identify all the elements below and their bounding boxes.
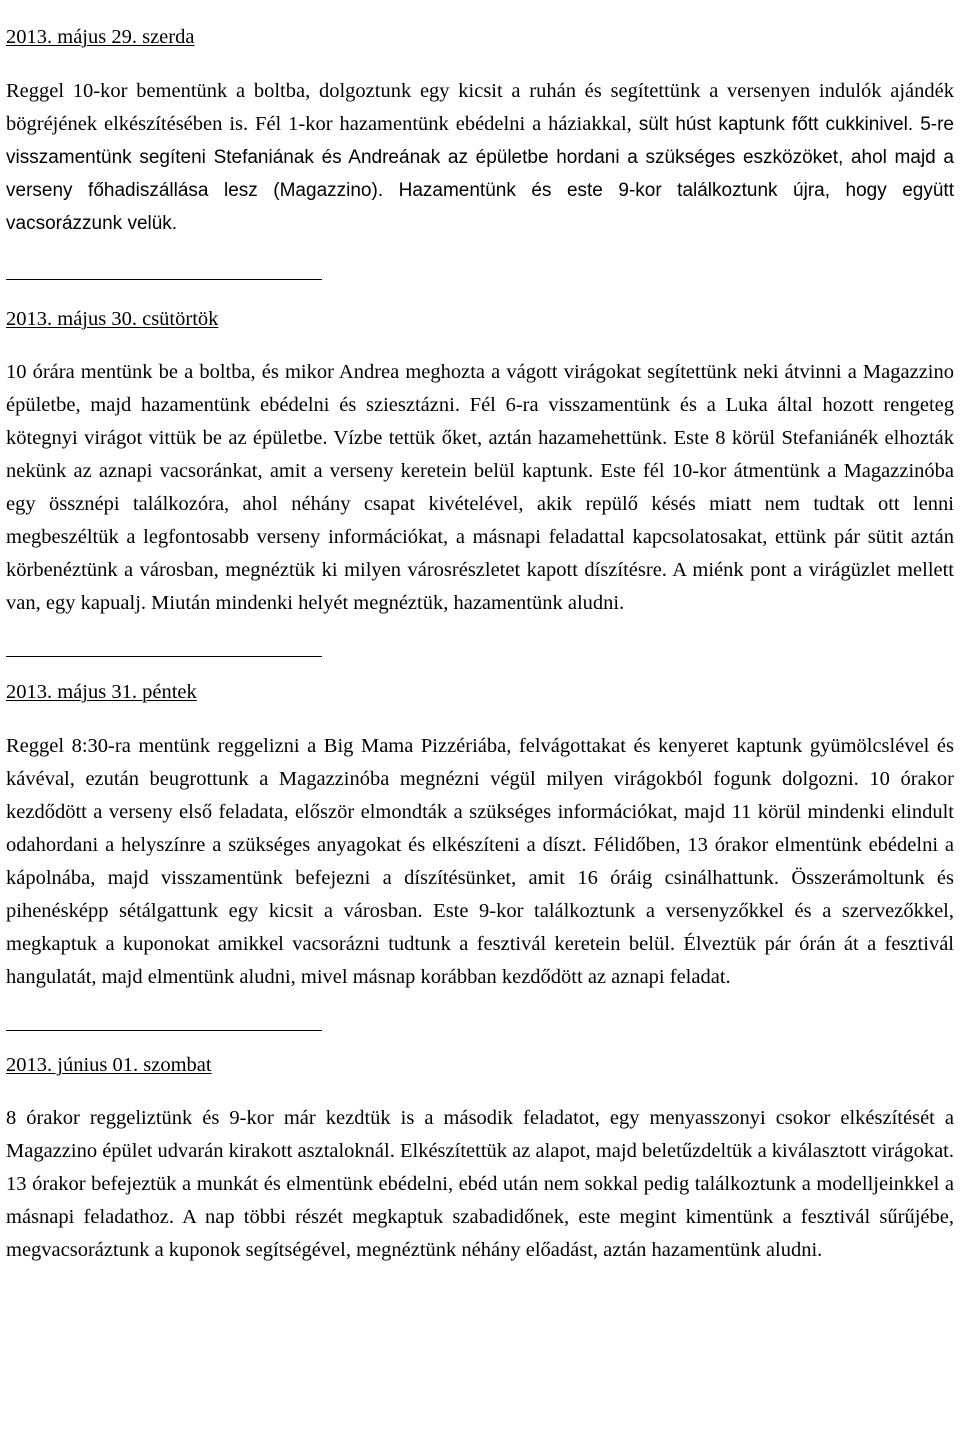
entry-date: 2013. május 31. péntek bbox=[6, 681, 197, 703]
separator-line bbox=[6, 656, 322, 657]
entry-date: 2013. május 30. csütörtök bbox=[6, 308, 219, 330]
entry-text: 10 órára mentünk be a boltba, és mikor Andrea meghozta a vágott virágokat segítettünk neki átvinni a Magazzino épületbe, majd hazamentünk ebédelni és sziesztázni. Fél 6-ra visszamentünk és a Luka által hozott rengeteg kötegnyi virágot vittük be az épületbe. Vízbe tettük őket, aztán hazamehettünk. Este 8 körül Stefaniánék elhozták nekünk az aznapi vacsoránkat, amit a verseny keretein belül kaptunk. Este fél 10-kor átmentünk a Magazzinóba egy össznépi találkozóra, ahol néhány csapat kivételével, akik repülő késés miatt nem tudtak ott lenni megbeszéltük a legfontosabb verseny információkat, a másnapi feladattal kapcsolatosakat, ettünk pár sütit aztán körbenéztünk a városban, megnéztük ki milyen városrészletet kapott díszítésre. A miénk pont a virágüzlet mellett van, egy kapualj. Miután mindenki helyét megnéztük, hazamentünk aludni. bbox=[6, 361, 954, 614]
separator-line bbox=[6, 279, 322, 280]
entry-date: 2013. május 29. szerda bbox=[6, 26, 195, 48]
diary-entry bbox=[6, 676, 954, 994]
entry-text: Reggel 8:30-ra mentünk reggelizni a Big Mama Pizzériába, felvágottakat és kenyeret kaptunk gyümölcslével és kávéval, ezután beugrottunk a Magazzinóba megnézni végül milyen virágokból fogunk dolgozni. 10 órakor kezdődött a verseny első feladata, először elmondták a szükséges információkat, majd 11 körül mindenki elindult odahordani a helyszínre a szükséges anyagokat és elkészíteni a díszt. Félidőben, 13 órakor elmentünk ebédelni a kápolnába, majd visszamentünk befejezni a díszítésünket, amit 16 óráig csinálhattunk. Összerámoltunk és pihenésképp sétálgattunk egy kicsit a városban. Este 9-kor találkoztunk a versenyzőkkel és a szervezőkkel, megkaptuk a kuponokat amikkel vacsorázni tudtunk a fesztivál keretein belül. Élveztük pár órán át a fesztivál hangulatát, majd elmentünk aludni, mivel másnap korábban kezdődött az aznapi feladat. bbox=[6, 735, 954, 988]
separator-line bbox=[6, 1030, 322, 1031]
entry-text bbox=[6, 75, 954, 240]
document-page bbox=[6, 0, 954, 1267]
entry-text-part: Reggel 10-kor bementünk a boltba, dolgoztunk egy kicsit a ruhán és segítettünk a versenyen indulók ajándék bögréjének elkészítésében is. Fél 1-kor hazamentünk ebédelni a háziakkal, bbox=[6, 80, 954, 135]
diary-entry bbox=[6, 1049, 954, 1267]
diary-entry bbox=[6, 303, 954, 620]
entry-text: 8 órakor reggeliztünk és 9-kor már kezdtük is a második feladatot, egy menyasszonyi csokor elkészítését a Magazzino épület udvarán kirakott asztaloknál. Elkészítettük az alapot, majd beletűzdeltük a kiválasztott virágokat. 13 órakor befejeztük a munkát és elmentünk ebédelni, ebéd után nem sokkal pedig találkoztunk a modelljeinkkel a másnapi feladathoz. A nap többi részét megkaptuk szabadidőnek, este megint kimentünk a fesztivál sűrűjébe, megvacsoráztunk a kuponok segítségével, megnéztünk néhány előadást, aztán hazamentünk aludni. bbox=[6, 1107, 954, 1261]
diary-entry bbox=[6, 21, 954, 240]
entry-date: 2013. június 01. szombat bbox=[6, 1054, 212, 1076]
entry-text-part: sült húst kaptunk főtt cukkinivel. 5-re visszamentünk segíteni Stefaniának és Andreának az épületbe hordani a szükséges eszközöket, ahol majd a verseny főhadiszállása lesz (Magazzino). Hazamentünk és este 9-kor találkoztunk újra, hogy együtt vacsorázzunk velük. bbox=[6, 114, 954, 234]
